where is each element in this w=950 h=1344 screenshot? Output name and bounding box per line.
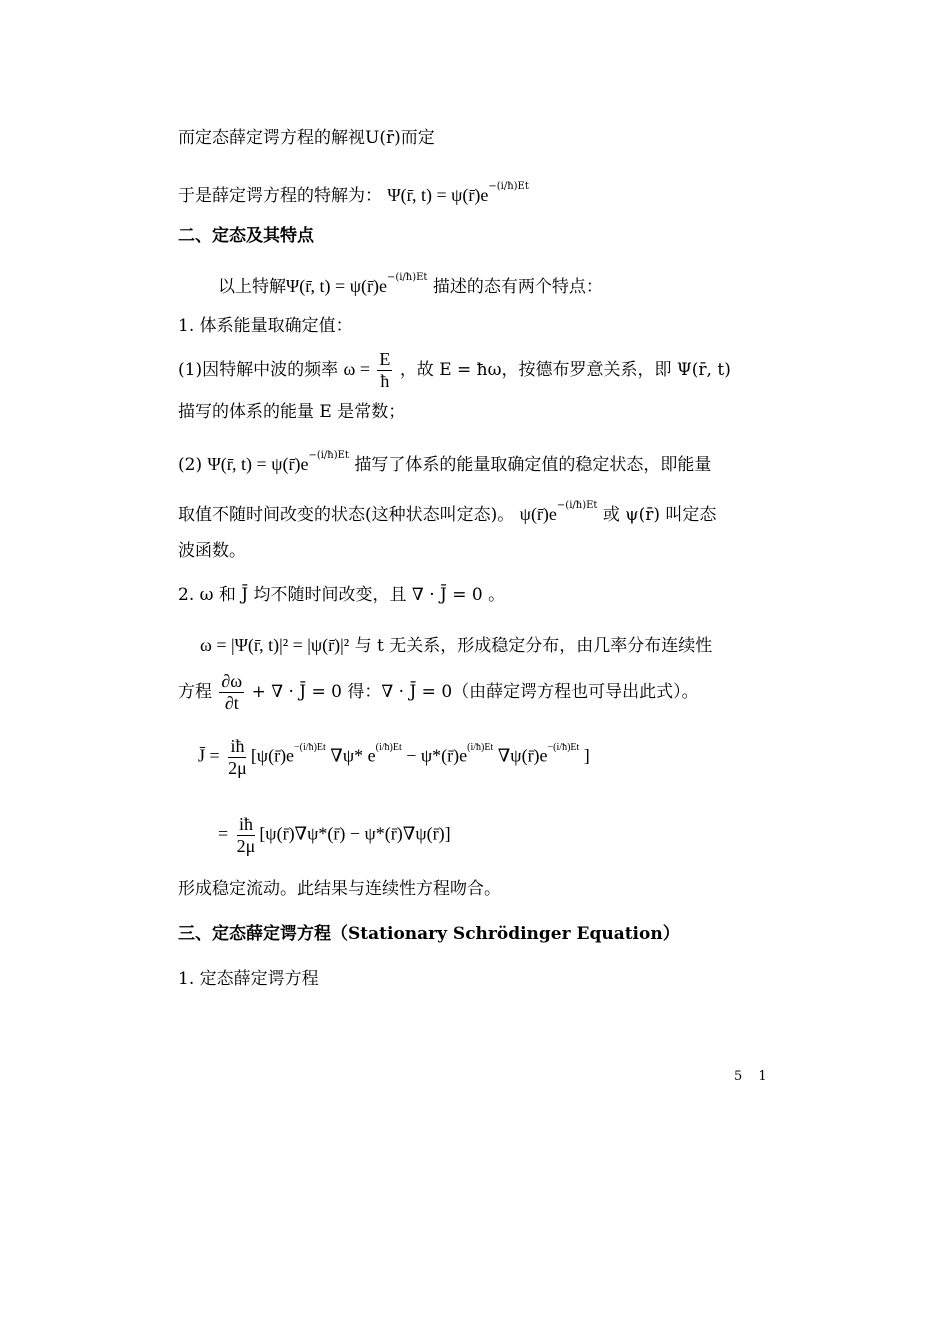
text-line: 描写的体系的能量 E 是常数； [178, 402, 406, 422]
exponent: (i/ħ)Et [467, 741, 494, 753]
formula: Ψ(r̄, t) = ψ(r̄)e [387, 185, 489, 205]
text-line: 1. 体系能量取确定值： [178, 316, 353, 336]
text-line: 1. 定态薛定谔方程 [178, 969, 319, 989]
text-line: 取值不随时间改变的状态(这种状态叫定态)。 ψ(r̄)e−(i/ħ)Et 或 ψ(r̄) 叫定态 [178, 500, 717, 525]
exponent: −(i/ħ)Et [308, 450, 349, 461]
text-line: 形成稳定流动。此结果与连续性方程吻合。 [178, 879, 501, 899]
text-line: (2) Ψ(r̄, t) = ψ(r̄)e−(i/ħ)Et 描写了体系的能量取确定值的稳定状态，即能量 [178, 450, 712, 475]
exponent: −(i/ħ)Et [547, 741, 580, 753]
exponent: −(i/ħ)Et [386, 272, 428, 283]
formula: Ψ(r̄, t) = ψ(r̄)e [286, 276, 387, 296]
exponent: (i/ħ)Et [375, 741, 402, 753]
exponent: −(i/ħ)Et [556, 500, 598, 511]
fraction-ih-over-2mu: $\frac{iħ}{2\mu}$ [236, 814, 256, 856]
fraction-E-over-hbar: $\frac{E}{ħ}$ [379, 349, 391, 391]
equation-current-density-simplified: = $\frac{iħ}{2\mu}$ [ψ(r̄)∇ψ*(r̄) − ψ*(r̄)∇ψ(r̄)] [218, 814, 451, 856]
exponent: −(i/ħ)Et [488, 181, 529, 192]
fraction-dw-dt: $\frac{\partial\omega}{\partial t}$ [221, 671, 243, 713]
exponent: −(i/ħ)Et [294, 741, 326, 753]
page-number: 5 1 [734, 1069, 773, 1084]
fraction-ih-over-2mu: $\frac{iħ}{2\mu}$ [228, 736, 247, 778]
formula: Ψ(r̄, t) = ψ(r̄)e [207, 454, 309, 474]
text-line: 方程 $\frac{\partial\omega}{\partial t}$ + ∇ · J̄ = 0 得：∇ · J̄ = 0（由薛定谔方程也可导出此式）。 [178, 671, 699, 713]
text-line: (1)因特解中波的频率 ω = $\frac{E}{ħ}$ ，故 E = ħω，按德布罗意关系，即 Ψ(r̄, t) [178, 349, 731, 391]
text-line: 于是薛定谔方程的特解为： Ψ(r̄, t) = ψ(r̄)e−(i/ħ)Et [178, 181, 529, 206]
text-line: 波函数。 [178, 541, 246, 561]
text-line: ω = |Ψ(r̄, t)|² = |ψ(r̄)|² 与 t 无关系，形成稳定分布，由几率分布连续性 [200, 635, 713, 656]
text-line: 2. ω 和 J̄ 均不随时间改变，且 ∇ · J̄ = 0 。 [178, 585, 506, 605]
equation-current-density: J̄ = $\frac{iħ}{2\mu}$ [ψ(r̄)e−(i/ħ)Et ∇ψ* e(i/ħ)Et − ψ*(r̄)e(i/ħ)Et ∇ψ(r̄)e−(i/ħ)Et ] [198, 736, 590, 778]
text-line: 而定态薛定谔方程的解视U(r̄)而定 [178, 128, 435, 148]
section-heading: 三、定态薛定谔方程（Stationary Schrödinger Equation） [178, 924, 680, 944]
formula: ω = |Ψ(r̄, t)|² = |ψ(r̄)|² [200, 635, 350, 655]
text-line: 以上特解Ψ(r̄, t) = ψ(r̄)e−(i/ħ)Et 描述的态有两个特点： [218, 272, 603, 297]
formula: ψ(r̄)e [519, 504, 557, 524]
section-heading: 二、定态及其特点 [178, 226, 314, 246]
